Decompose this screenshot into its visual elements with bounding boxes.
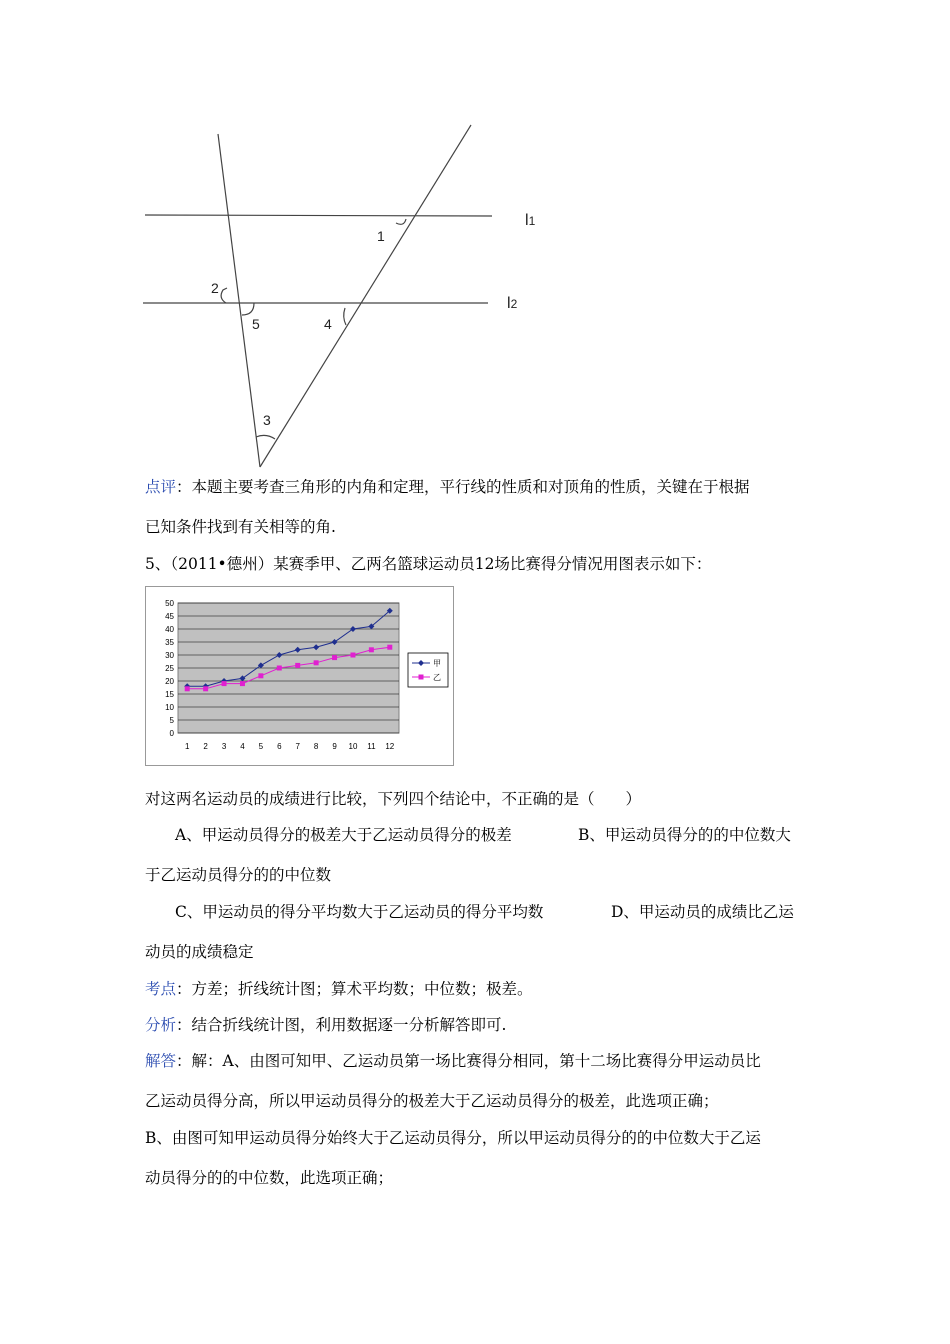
x-tick-label: 12 (385, 742, 395, 751)
series-2-point (277, 666, 282, 671)
y-tick-label: 45 (165, 612, 174, 621)
jieda-line-4: 动员得分的的中位数，此选项正确； (145, 1169, 394, 1187)
series-2-point (332, 655, 337, 660)
series-2-point (369, 647, 374, 652)
series-2-point (240, 681, 245, 686)
legend-box (408, 653, 448, 687)
angle-label-5: 5 (252, 316, 260, 332)
kaodian-tag: 考点 (145, 980, 177, 998)
series-2-point (387, 645, 392, 650)
kaodian-text: ：方差；折线统计图；算术平均数；中位数；极差。 (176, 980, 533, 998)
option-c: C、甲运动员的得分平均数大于乙运动员的得分平均数 (175, 903, 544, 921)
option-a: A、甲运动员得分的极差大于乙运动员得分的极差 (175, 826, 512, 844)
y-tick-label: 40 (165, 625, 174, 634)
angle-4-arc (344, 308, 346, 325)
chart-svg (146, 587, 453, 765)
line-l1 (145, 215, 492, 216)
fenxi-text: ：结合折线统计图，利用数据逐一分析解答即可. (176, 1016, 507, 1034)
geometry-figure (130, 115, 550, 475)
review-text-1: ：本题主要考查三角形的内角和定理，平行线的性质和对顶角的性质，关键在于根据 (176, 478, 750, 496)
legend-label-1: 甲 (433, 659, 441, 668)
x-tick-label: 1 (184, 742, 190, 751)
angle-3-arc (256, 435, 275, 439)
jieda-line-3: B、由图可知甲运动员得分始终大于乙运动员得分，所以甲运动员得分的的中位数大于乙运 (145, 1129, 761, 1147)
x-tick-label: 10 (348, 742, 358, 751)
y-tick-label: 10 (165, 703, 174, 712)
y-tick-label: 35 (165, 638, 174, 647)
option-b-end: 于乙运动员得分的的中位数 (145, 866, 332, 884)
kaodian-line (145, 978, 533, 1000)
y-tick-label: 0 (169, 729, 174, 738)
line-l1-label: l1 (525, 212, 536, 229)
review-line-1 (145, 476, 750, 498)
x-tick-label: 6 (277, 742, 282, 751)
angle-label-2: 2 (211, 280, 219, 296)
jieda-line-2: 乙运动员得分高，所以甲运动员得分的极差大于乙运动员得分的极差，此选项正确； (145, 1092, 719, 1110)
jieda-line-1 (145, 1050, 761, 1072)
x-tick-label: 11 (367, 742, 376, 751)
series-2-point (185, 686, 190, 691)
series-2-point (295, 663, 300, 668)
angle-1-arc (396, 219, 406, 224)
option-d-end: 动员的成绩稳定 (145, 943, 254, 961)
angle-5-arc (242, 303, 254, 315)
transversal-left (218, 134, 260, 467)
series-2-point (258, 673, 263, 678)
jieda-tag: 解答 (145, 1052, 177, 1070)
y-tick-label: 25 (165, 664, 174, 673)
y-tick-label: 30 (165, 651, 174, 660)
x-tick-label: 7 (295, 742, 300, 751)
y-tick-label: 15 (165, 690, 174, 699)
x-tick-label: 2 (203, 742, 208, 751)
option-b-start: B、甲运动员得分的的中位数大 (578, 826, 791, 844)
x-tick-label: 5 (258, 742, 264, 751)
option-d-start: D、甲运动员的成绩比乙运 (611, 903, 794, 921)
angle-label-4: 4 (324, 316, 332, 332)
y-tick-label: 20 (165, 677, 174, 686)
x-tick-label: 8 (313, 742, 319, 751)
x-tick-label: 9 (332, 742, 337, 751)
jieda-text-1: ：解：A、由图可知甲、乙运动员第一场比赛得分相同，第十二场比赛得分甲运动员比 (176, 1052, 761, 1070)
transversal-right (260, 125, 471, 467)
y-tick-label: 50 (165, 599, 174, 608)
series-2-point (350, 653, 355, 658)
line-chart (145, 586, 454, 766)
fenxi-tag: 分析 (145, 1016, 177, 1034)
x-tick-label: 4 (240, 742, 245, 751)
series-2-point (314, 660, 319, 665)
legend-label-2: 乙 (433, 673, 441, 682)
x-tick-label: 3 (221, 742, 227, 751)
fenxi-line (145, 1014, 506, 1036)
review-line-2: 已知条件找到有关相等的角. (145, 518, 336, 536)
series-2-point (222, 681, 227, 686)
question-stem: 5、（2011•德州）某赛季甲、乙两名篮球运动员12场比赛得分情况用图表示如下： (145, 555, 712, 573)
legend-marker-2 (419, 675, 424, 680)
angle-2-arc (221, 288, 227, 303)
y-tick-label: 5 (169, 716, 174, 725)
angle-label-3: 3 (263, 412, 271, 428)
review-tag: 点评 (145, 478, 177, 496)
angle-label-1: 1 (377, 228, 385, 244)
line-l2-label: l2 (507, 295, 518, 312)
question-prompt: 对这两名运动员的成绩进行比较，下列四个结论中，不正确的是（ ） (145, 790, 642, 808)
series-2-point (203, 686, 208, 691)
